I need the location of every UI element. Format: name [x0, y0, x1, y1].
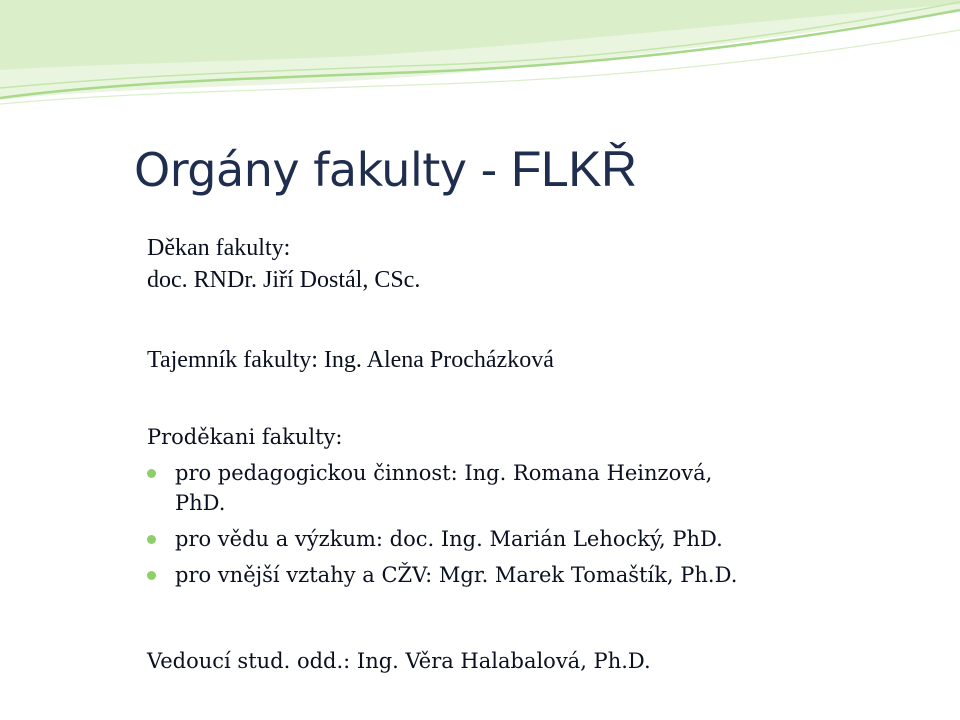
tajemnik-text: Tajemník fakulty: Ing. Alena Procházková: [147, 347, 554, 373]
list-item-line2: PhD.: [175, 491, 226, 515]
list-item: [147, 458, 737, 518]
dekan-label: Děkan fakulty:: [147, 235, 291, 261]
decorative-wave-header: [0, 0, 960, 120]
vedouci-section: [147, 646, 651, 676]
page-title-suffix: FLKŘ: [510, 141, 637, 197]
vedouci-text: Vedoucí stud. odd.: Ing. Věra Halabalová, Ph.D.: [147, 649, 651, 673]
bullet-icon: [147, 469, 156, 478]
prodekani-heading: Proděkani fakulty:: [147, 425, 343, 449]
page-title-main: Orgány fakulty -: [134, 143, 511, 197]
prodekani-list: [147, 458, 737, 596]
dekan-section: [147, 232, 420, 296]
page-title: [134, 142, 637, 197]
list-item: [147, 524, 737, 554]
tajemnik-section: [147, 344, 554, 376]
list-item-line1: pro vnější vztahy a CŽV: Mgr. Marek Tomaštík, Ph.D.: [175, 563, 738, 587]
bullet-icon: [147, 535, 156, 544]
list-item-line1: pro pedagogickou činnost: Ing. Romana Heinzová,: [175, 461, 713, 485]
list-item: [147, 560, 737, 590]
dekan-name: doc. RNDr. Jiří Dostál, CSc.: [147, 267, 421, 293]
list-item-line1: pro vědu a výzkum: doc. Ing. Marián Lehocký, PhD.: [175, 527, 723, 551]
bullet-icon: [147, 571, 156, 580]
